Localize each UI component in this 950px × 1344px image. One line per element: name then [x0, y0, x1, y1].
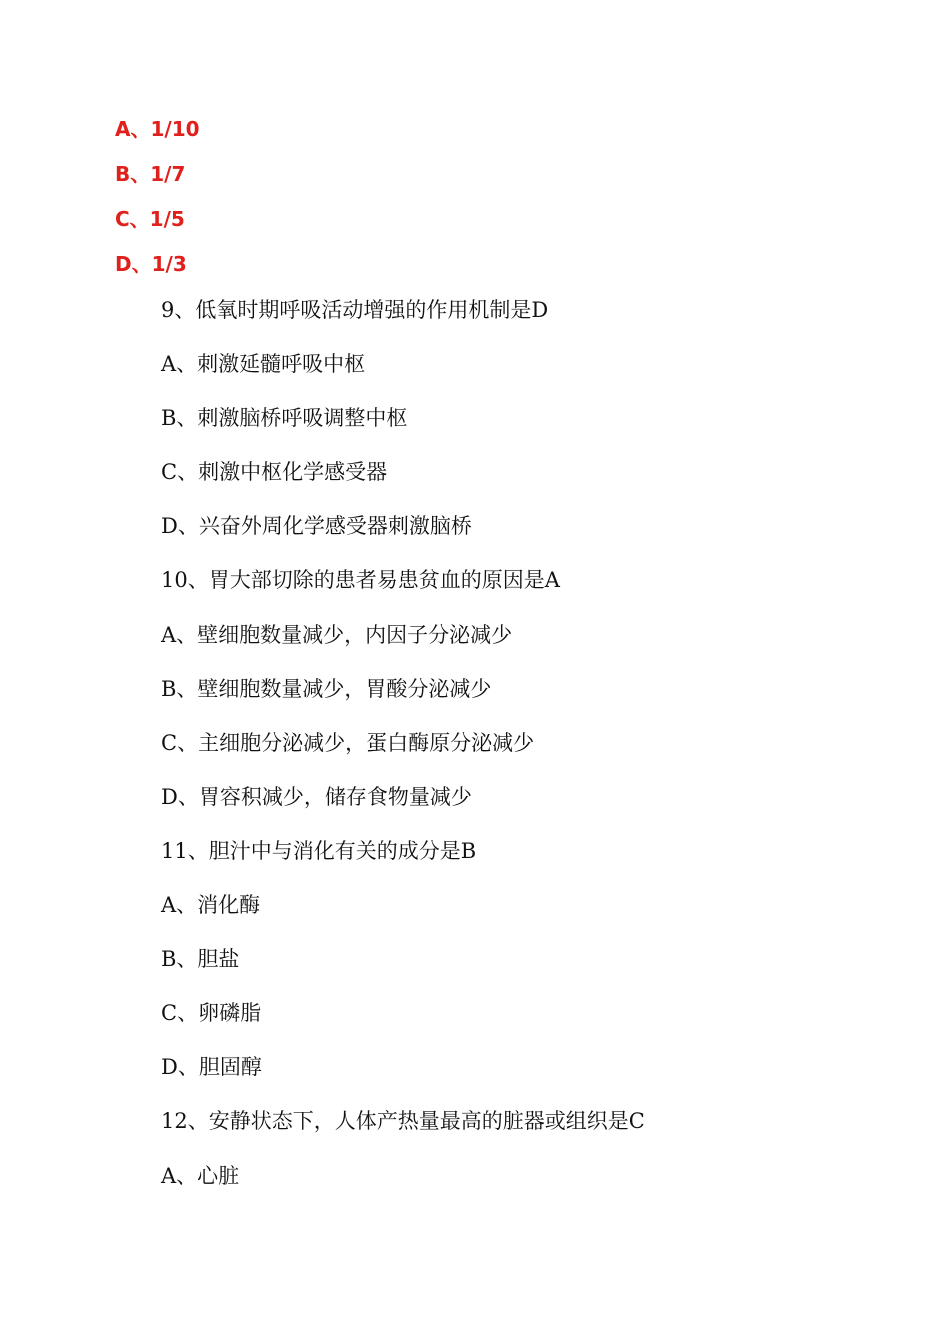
q9-option-b: B、刺激脑桥呼吸调整中枢: [161, 406, 408, 431]
option-d: D、1/3: [115, 252, 187, 276]
question-list: [161, 290, 645, 1210]
q10-option-d: D、胃容积减少，储存食物量减少: [161, 784, 472, 809]
question-10: 10、胃大部切除的患者易患贫血的原因是A: [161, 568, 560, 593]
question-11: 11、胆汁中与消化有关的成分是B: [161, 838, 477, 863]
q11-option-b: B、胆盐: [161, 947, 240, 972]
q9-option-a: A、刺激延髓呼吸中枢: [161, 352, 366, 377]
q10-option-c: C、主细胞分泌减少，蛋白酶原分泌减少: [161, 730, 535, 755]
q10-option-a: A、壁细胞数量减少，内因子分泌减少: [161, 622, 513, 647]
option-a: A、1/10: [115, 117, 200, 141]
q9-option-c: C、刺激中枢化学感受器: [161, 460, 388, 485]
q11-option-c: C、卵磷脂: [161, 1001, 262, 1026]
option-c: C、1/5: [115, 207, 185, 231]
q11-option-a: A、消化酶: [161, 893, 261, 918]
question-12: 12、安静状态下，人体产热量最高的脏器或组织是C: [161, 1109, 645, 1134]
q10-option-b: B、壁细胞数量减少，胃酸分泌减少: [161, 676, 492, 701]
q9-option-d: D、兴奋外周化学感受器刺激脑桥: [161, 514, 472, 539]
q11-option-d: D、胆固醇: [161, 1055, 262, 1080]
answer-options-previous-question: [115, 112, 200, 292]
option-b: B、1/7: [115, 162, 186, 186]
question-9: 9、低氧时期呼吸活动增强的作用机制是D: [161, 298, 549, 322]
q12-option-a: A、心脏: [161, 1163, 240, 1188]
